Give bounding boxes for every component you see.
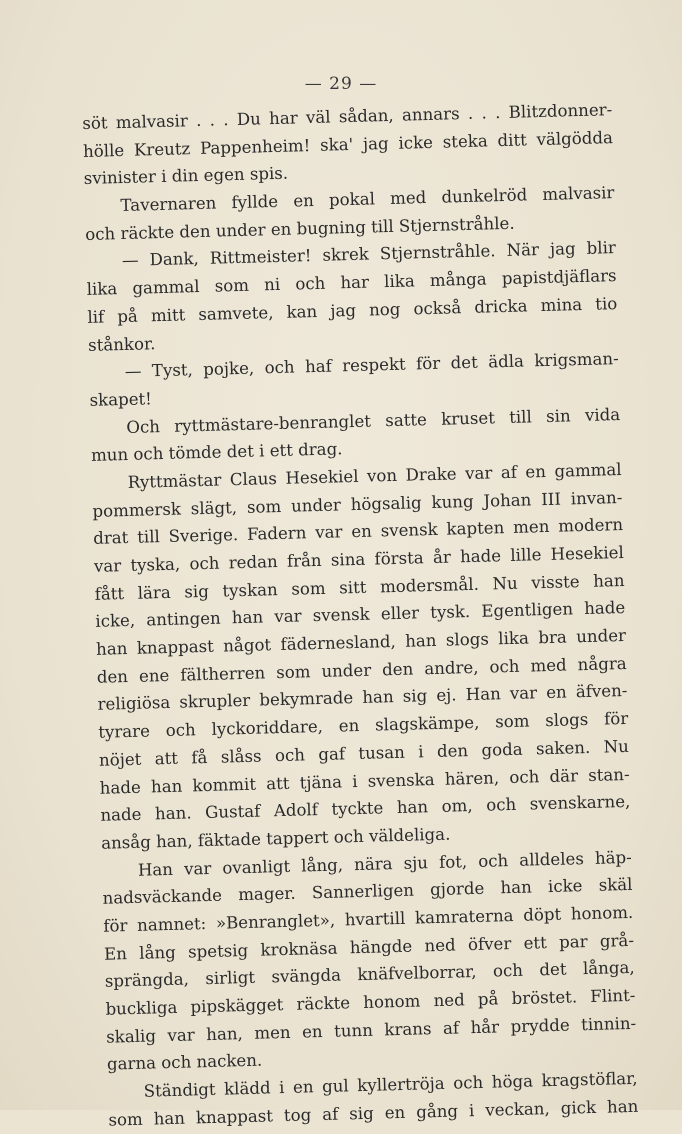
text-line: nade han. Gustaf Adolf tyckte han om, och svenskarne, xyxy=(100,792,631,825)
text-line: buckliga pipskägget räckte honom ned på bröstet. Flint- xyxy=(105,985,636,1019)
body-text xyxy=(82,96,639,1134)
text-line: svinister i din egen spis. xyxy=(83,164,289,189)
text-line: mun och tömde det i ett drag. xyxy=(90,439,343,466)
text-line: nöjet att få slåss och gaf tusan i den goda saken. Nu xyxy=(98,736,630,770)
text-line: lif på mitt samvete, kan jag nog också dricka mina tio xyxy=(87,293,618,327)
text-line: han knappast något fädernesland, han slogs lika bra under xyxy=(95,626,627,659)
text-line: En lång spetsig kroknäsa hängde ned öfver ett par grå- xyxy=(103,930,635,964)
text-line: sprängda, sirligt svängda knäfvelborrar, och det långa, xyxy=(104,958,635,992)
text-line: garna och nacken. xyxy=(106,1050,263,1075)
text-line: den ene fältherren som under den andre, och med några xyxy=(96,653,627,687)
text-line: söt malvasir . . . Du har väl sådan, annars . . . Blitzdonner- xyxy=(82,100,613,133)
text-line: Ständigt klädd i en gul kyllertröja och höga kragstöflar, xyxy=(143,1068,638,1101)
text-line: ansåg han, fäktade tappert och väldeliga. xyxy=(100,824,451,853)
text-line: fått lära sig tyskan som sitt modersmål. Nu visste han xyxy=(94,570,625,604)
text-line: nadsväckande mager. Sannerligen gjorde han icke skäl xyxy=(102,875,633,908)
text-line: Och ryttmästare-benranglet satte kruset till sin vida xyxy=(126,404,621,437)
text-line: var tyska, och redan från sina första år hade lille Hesekiel xyxy=(93,542,625,576)
text-line: Tavernaren fyllde en pokal med dunkelröd malvasir xyxy=(120,183,615,216)
text-line: hade han kommit att tjäna i svenska hären, och där stan- xyxy=(99,764,630,798)
text-line: lika gammal som ni och har lika många papistdjäflars xyxy=(86,266,617,300)
text-line: religiösa skrupler bekymrade han sig ej. Han var en äfven- xyxy=(97,681,628,715)
text-line: — Dank, Rittmeister! skrek Stjernstråhle. När jag blir xyxy=(121,238,617,271)
page-number: — 29 — xyxy=(304,74,378,94)
text-line: Han var ovanligt lång, nära sju fot, och alldeles häp- xyxy=(137,847,632,880)
text-line: tyrare och lyckoriddare, en slagskämpe, som slogs för xyxy=(98,709,629,742)
text-line: för namnet: »Benranglet», hvartill kamraterna döpt honom. xyxy=(103,902,634,936)
text-line: icke, antingen han var svensk eller tysk. Egentligen hade xyxy=(95,598,626,632)
text-line: pommersk slägt, som under högsalig kung Johan III invan- xyxy=(92,487,623,521)
text-line: stånkor. xyxy=(87,333,156,355)
text-line: drat till Sverige. Fadern var en svensk kapten men modern xyxy=(92,515,624,549)
text-line: skapet! xyxy=(89,389,153,410)
text-line: som han knappast tog af sig en gång i veckan, gick han xyxy=(108,1096,639,1130)
text-line: Ryttmästar Claus Hesekiel von Drake var af en gammal xyxy=(127,459,622,492)
text-line: och räckte den under en bugning till Stjernstråhle. xyxy=(85,213,515,244)
text-line: skalig var han, men en tunn krans af hår prydde tinnin- xyxy=(106,1013,637,1047)
text-line: hölle Kreutz Pappenheim! ska' jag icke steka ditt välgödda xyxy=(82,127,614,161)
text-line: — Tyst, pojke, och haf respekt för det ädla krigsman- xyxy=(124,349,619,382)
